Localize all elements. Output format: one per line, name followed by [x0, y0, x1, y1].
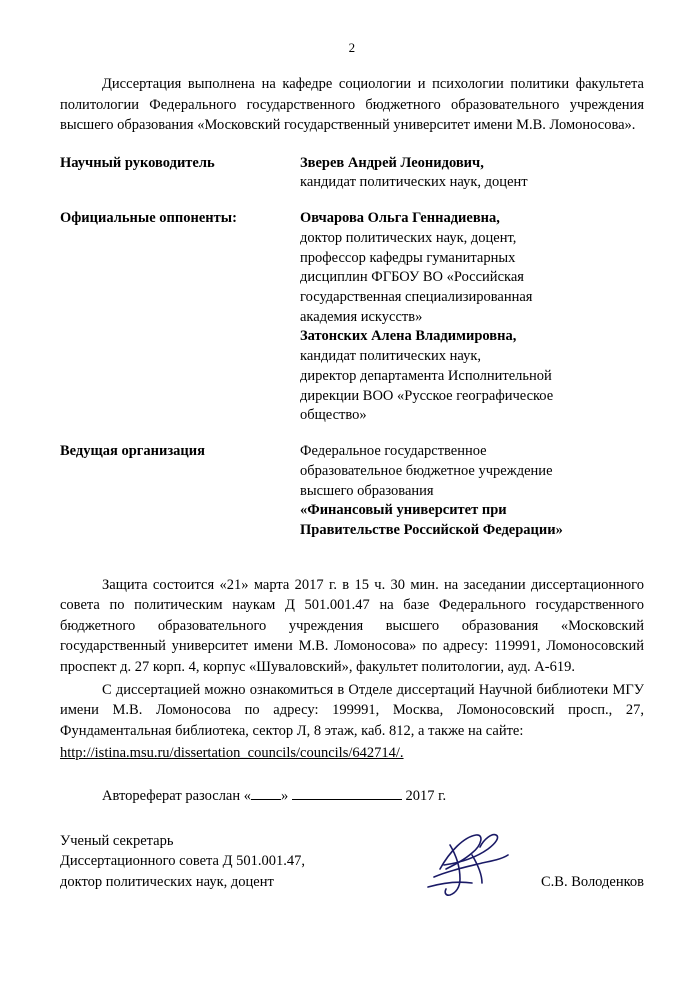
role-value-lead-organization — [300, 442, 644, 557]
opponent1-line2: профессор кафедры гуманитарных — [300, 249, 516, 266]
defense-paragraph: Защита состоится «21» марта 2017 г. в 15 ч. 30 мин. на заседании диссертационного совета по политическим наукам Д 501.001.47 на базе Федерального государственного бюджетного образовательного учреждения высшего образования «Московский государственный университет имени М.В. Ломоносова» по адресу: 119991, Ломоносовский проспект д. 27 корп. 4, корпус «Шуваловский», факультет политологии, ауд. А-619. — [60, 576, 644, 675]
opponent2-line4: общество» — [300, 407, 367, 424]
dissertation-access-text: С диссертацией можно ознакомиться в Отделе диссертаций Научной библиотеки МГУ имени М.В. Ломоносова по адресу: 199991, Москва, Ломоносовский просп., 27, Фундаментальная библиотека, сектор Л, 8 этаж, каб. 812, а также на сайте: — [60, 681, 644, 739]
role-label-lead-organization: Ведущая организация — [60, 443, 205, 460]
lead-org-line5: Правительстве Российской Федерации» — [300, 521, 563, 538]
defense-block — [60, 575, 644, 764]
supervisor-name: Зверев Андрей Леонидович, — [300, 154, 484, 171]
role-label-opponents: Официальные оппоненты: — [60, 210, 237, 227]
abstract-day-blank[interactable] — [251, 786, 281, 800]
secretary-text — [60, 831, 305, 893]
abstract-sent-line — [60, 786, 644, 805]
signature-icon — [420, 825, 530, 899]
secretary-block — [60, 831, 644, 893]
table-row-lead-organization — [60, 442, 644, 557]
opponent2-line3: дирекции ВОО «Русское географическое — [300, 387, 554, 404]
intro-paragraph: Диссертация выполнена на кафедре социологии и психологии политики факультета политологии Федерального государственного бюджетного образовательного учреждения высшего образования «Московский государственный университет имени М.В. Ломоносова». — [60, 76, 644, 134]
abstract-month-blank[interactable] — [292, 786, 402, 800]
abstract-sent-middle: » — [281, 787, 289, 804]
table-row-opponents — [60, 209, 644, 442]
opponent2-line1: кандидат политических наук, — [300, 348, 482, 365]
dissertation-link-wrap — [60, 743, 644, 764]
role-value-supervisor — [300, 154, 644, 209]
lead-org-line4: «Финансовый университет при — [300, 502, 507, 519]
lead-org-line1: Федеральное государственное — [300, 443, 487, 460]
supervisor-degree: кандидат политических наук, доцент — [300, 174, 528, 191]
lead-org-line2: образовательное бюджетное учреждение — [300, 462, 553, 479]
secretary-line2: Диссертационного совета Д 501.001.47, — [60, 853, 305, 870]
opponent1-name: Овчарова Ольга Геннадиевна, — [300, 210, 500, 227]
lead-org-line3: высшего образования — [300, 482, 434, 499]
dissertation-council-link[interactable]: http://istina.msu.ru/dissertation_councils/councils/642714/. — [60, 745, 404, 762]
opponent1-line4: государственная специализированная — [300, 289, 533, 306]
secretary-name: С.В. Володенков — [541, 874, 644, 891]
secretary-line3: доктор политических наук, доцент — [60, 874, 274, 891]
abstract-sent-prefix: Автореферат разослан « — [102, 787, 252, 804]
opponent1-line1: доктор политических наук, доцент, — [300, 229, 517, 246]
dissertation-access-paragraph — [60, 680, 644, 742]
opponent1-line5: академия искусств» — [300, 308, 423, 325]
opponent2-name: Затонских Алена Владимировна, — [300, 328, 517, 345]
roles-table — [60, 154, 644, 557]
page-number: 2 — [348, 40, 356, 55]
abstract-sent-year: 2017 г. — [405, 787, 447, 804]
role-label-supervisor: Научный руководитель — [60, 154, 215, 171]
secretary-line1: Ученый секретарь — [60, 832, 174, 849]
role-value-opponents — [300, 209, 644, 442]
opponent2-line2: директор департамента Исполнительной — [300, 367, 552, 384]
opponent1-line3: дисциплин ФГБОУ ВО «Российская — [300, 269, 524, 286]
table-row-supervisor — [60, 154, 644, 209]
